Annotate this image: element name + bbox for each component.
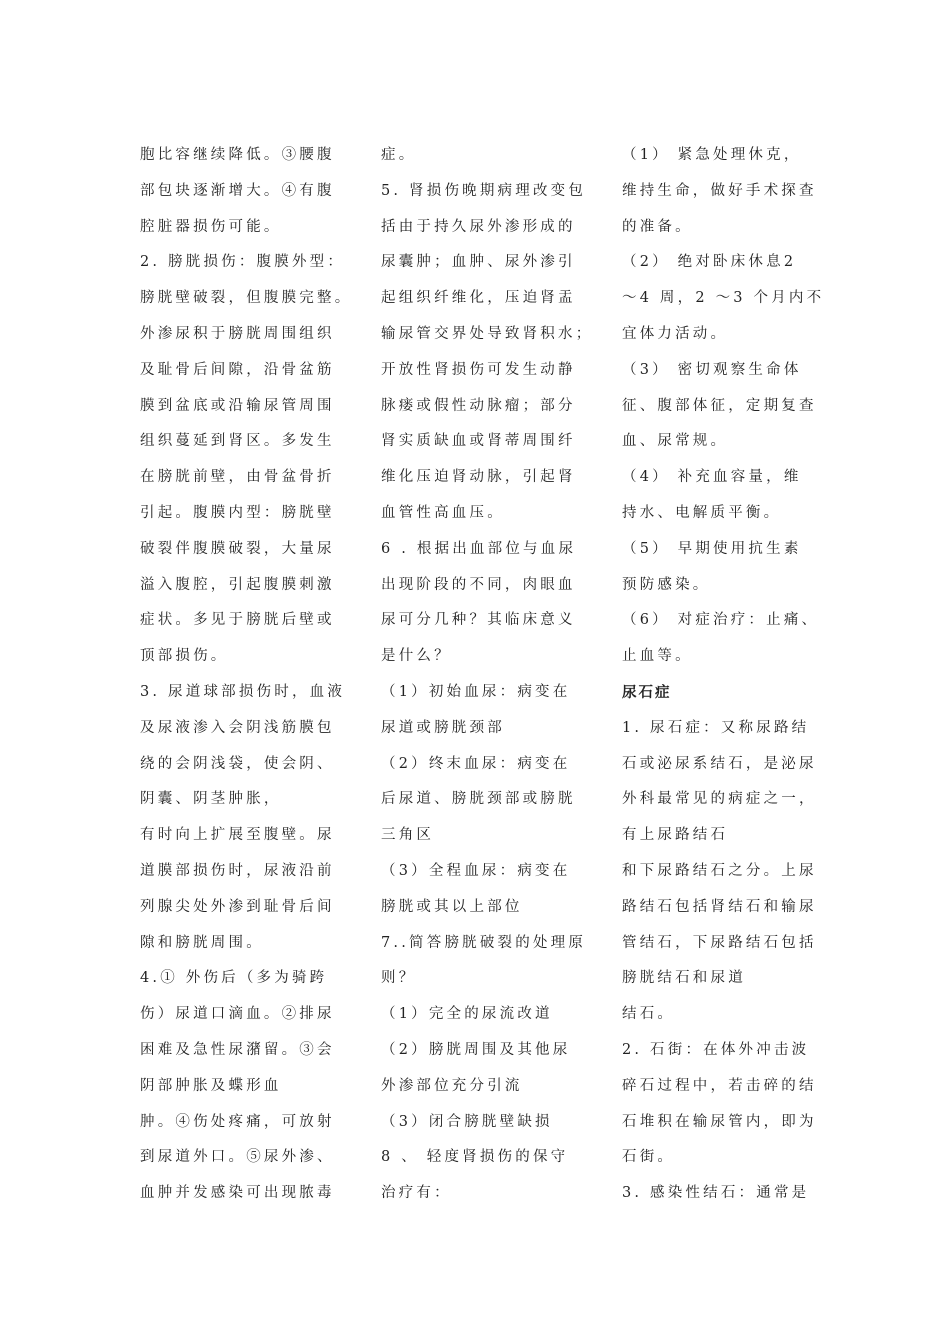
text-line: 碎石过程中，若击碎的结	[622, 1077, 817, 1094]
text-line: 绕的会阴浅袋，使会阴、	[140, 755, 335, 772]
text-line: 血肿并发感染可出现脓毒	[140, 1185, 335, 1202]
text-line: 膜到盆底或沿输尿管周围	[140, 397, 335, 414]
text-line: 伤）尿道口滴血。②排尿	[140, 1006, 335, 1023]
text-line: 开放性肾损伤可发生动静	[381, 361, 576, 378]
text-line: 在膀胱前壁，由骨盆骨折	[140, 469, 335, 486]
text-line: 有时向上扩展至腹壁。尿	[140, 827, 335, 844]
text-line: 外渗尿积于膀胱周围组织	[140, 325, 335, 342]
text-line: 腔脏器损伤可能。	[140, 218, 282, 235]
text-line: 的准备。	[622, 218, 693, 235]
text-line: 组织蔓延到肾区。多发生	[140, 433, 335, 450]
text-line: （1）初始血尿：病变在	[381, 683, 571, 700]
text-line: 及耻骨后间隙，沿骨盆筋	[140, 361, 335, 378]
text-line: 及尿液渗入会阴浅筋膜包	[140, 719, 335, 736]
text-line: （1）完全的尿流改道	[381, 1006, 553, 1023]
text-line: 出现阶段的不同，肉眼血	[381, 576, 576, 593]
text-line: 症。	[381, 147, 417, 163]
text-line: 困难及急性尿潴留。③会	[140, 1041, 335, 1058]
text-line: 6 . 根据出血部位与血尿	[381, 540, 577, 557]
text-line: 是什么？	[381, 648, 452, 665]
text-line: 宜体力活动。	[622, 325, 729, 342]
text-line: 维持生命，做好手术探查	[622, 182, 817, 199]
text-line: （5） 早期使用抗生素	[622, 540, 802, 557]
text-line: 列腺尖处外渗到耻骨后间	[140, 898, 335, 915]
text-line: 括由于持久尿外渗形成的	[381, 218, 576, 235]
text-line: 外科最常见的病症之一，	[622, 791, 817, 808]
text-line: 征、腹部体征，定期复查	[622, 397, 817, 414]
section-heading: 尿石症	[622, 683, 672, 701]
text-line: 阴囊、阴茎肿胀，	[140, 791, 282, 808]
text-line: （4） 补充血容量，维	[622, 469, 802, 486]
text-line: 有上尿路结石	[622, 827, 729, 844]
text-line: 尿囊肿；血肿、尿外渗引	[381, 254, 576, 271]
text-line: 路结石包括肾结石和输尿	[622, 898, 817, 915]
text-line: 治疗有：	[381, 1185, 452, 1202]
text-line: 部包块逐渐增大。④有腹	[140, 182, 335, 199]
text-line: 溢入腹腔，引起腹膜刺激	[140, 576, 335, 593]
text-line: 5. 肾损伤晚期病理改变包	[381, 182, 587, 199]
text-line: 2. 石街：在体外冲击波	[622, 1041, 810, 1058]
text-line: 石堆积在输尿管内，即为	[622, 1113, 817, 1130]
text-line: 膀胱结石和尿道	[622, 970, 746, 987]
text-line: （6） 对症治疗：止痛、	[622, 612, 820, 629]
text-line: 症状。多见于膀胱后壁或	[140, 612, 335, 629]
text-line: 三角区	[381, 827, 435, 844]
text-line: 8 、 轻度肾损伤的保守	[381, 1149, 569, 1166]
text-line: 肿。④伤处疼痛，可放射	[140, 1113, 335, 1130]
text-column-middle	[381, 138, 594, 1212]
text-line: （3） 密切观察生命体	[622, 361, 802, 378]
text-line: 1. 尿石症：又称尿路结	[622, 719, 810, 736]
text-line: 顶部损伤。	[140, 648, 229, 665]
text-line: 则？	[381, 970, 417, 987]
text-line: ～4 周，2 ～3 个月内不	[622, 290, 825, 307]
text-line: 破裂伴腹膜破裂，大量尿	[140, 540, 335, 557]
text-line: 止血等。	[622, 648, 693, 665]
text-line: （2） 绝对卧床休息2	[622, 254, 797, 271]
text-line: 石街。	[622, 1149, 676, 1166]
text-line: 2. 膀胱损伤：腹膜外型：	[140, 254, 346, 271]
text-line: 胞比容继续降低。③腰腹	[140, 147, 335, 163]
text-line: 7..简答膀胱破裂的处理原	[381, 934, 587, 951]
text-line: 隙和膀胱周围。	[140, 934, 264, 951]
text-line: 血、尿常规。	[622, 433, 729, 450]
text-column-left	[140, 138, 353, 1212]
text-line: 3. 尿道球部损伤时，血液	[140, 683, 346, 700]
text-line: 尿可分几种？其临床意义	[381, 612, 576, 629]
text-line: 和下尿路结石之分。上尿	[622, 862, 817, 879]
text-line: 血管性高血压。	[381, 504, 505, 521]
text-column-right	[622, 138, 832, 1212]
text-line: 预防感染。	[622, 576, 711, 593]
text-line: 管结石，下尿路结石包括	[622, 934, 817, 951]
text-line: （3）闭合膀胱壁缺损	[381, 1113, 553, 1130]
text-line: 膀胱壁破裂，但腹膜完整。	[140, 290, 353, 307]
text-line: 引起。腹膜内型：膀胱壁	[140, 504, 335, 521]
text-line: 4.① 外伤后（多为骑跨	[140, 970, 328, 987]
text-line: （1） 紧急处理休克，	[622, 147, 802, 163]
text-line: 肾实质缺血或肾蒂周围纤	[381, 433, 576, 450]
text-line: 阴部肿胀及蝶形血	[140, 1077, 282, 1094]
text-line: 石或泌尿系结石，是泌尿	[622, 755, 817, 772]
text-line: （2）终末血尿：病变在	[381, 755, 571, 772]
text-line: 维化压迫肾动脉，引起肾	[381, 469, 576, 486]
text-line: 结石。	[622, 1006, 676, 1023]
text-line: 3. 感染性结石：通常是	[622, 1185, 810, 1202]
text-line: （2）膀胱周围及其他尿	[381, 1041, 571, 1058]
text-line: （3）全程血尿：病变在	[381, 862, 571, 879]
text-line: 道膜部损伤时，尿液沿前	[140, 862, 335, 879]
text-line: 到尿道外口。⑤尿外渗、	[140, 1149, 335, 1166]
text-line: 后尿道、膀胱颈部或膀胱	[381, 791, 576, 808]
text-line: 外渗部位充分引流	[381, 1077, 523, 1094]
text-line: 起组织纤维化，压迫肾盂	[381, 290, 576, 307]
text-line: 脉瘘或假性动脉瘤；部分	[381, 397, 576, 414]
text-line: 尿道或膀胱颈部	[381, 719, 505, 736]
text-line: 持水、电解质平衡。	[622, 504, 782, 521]
text-line: 输尿管交界处导致肾积水；	[381, 325, 594, 342]
text-line: 膀胱或其以上部位	[381, 898, 523, 915]
